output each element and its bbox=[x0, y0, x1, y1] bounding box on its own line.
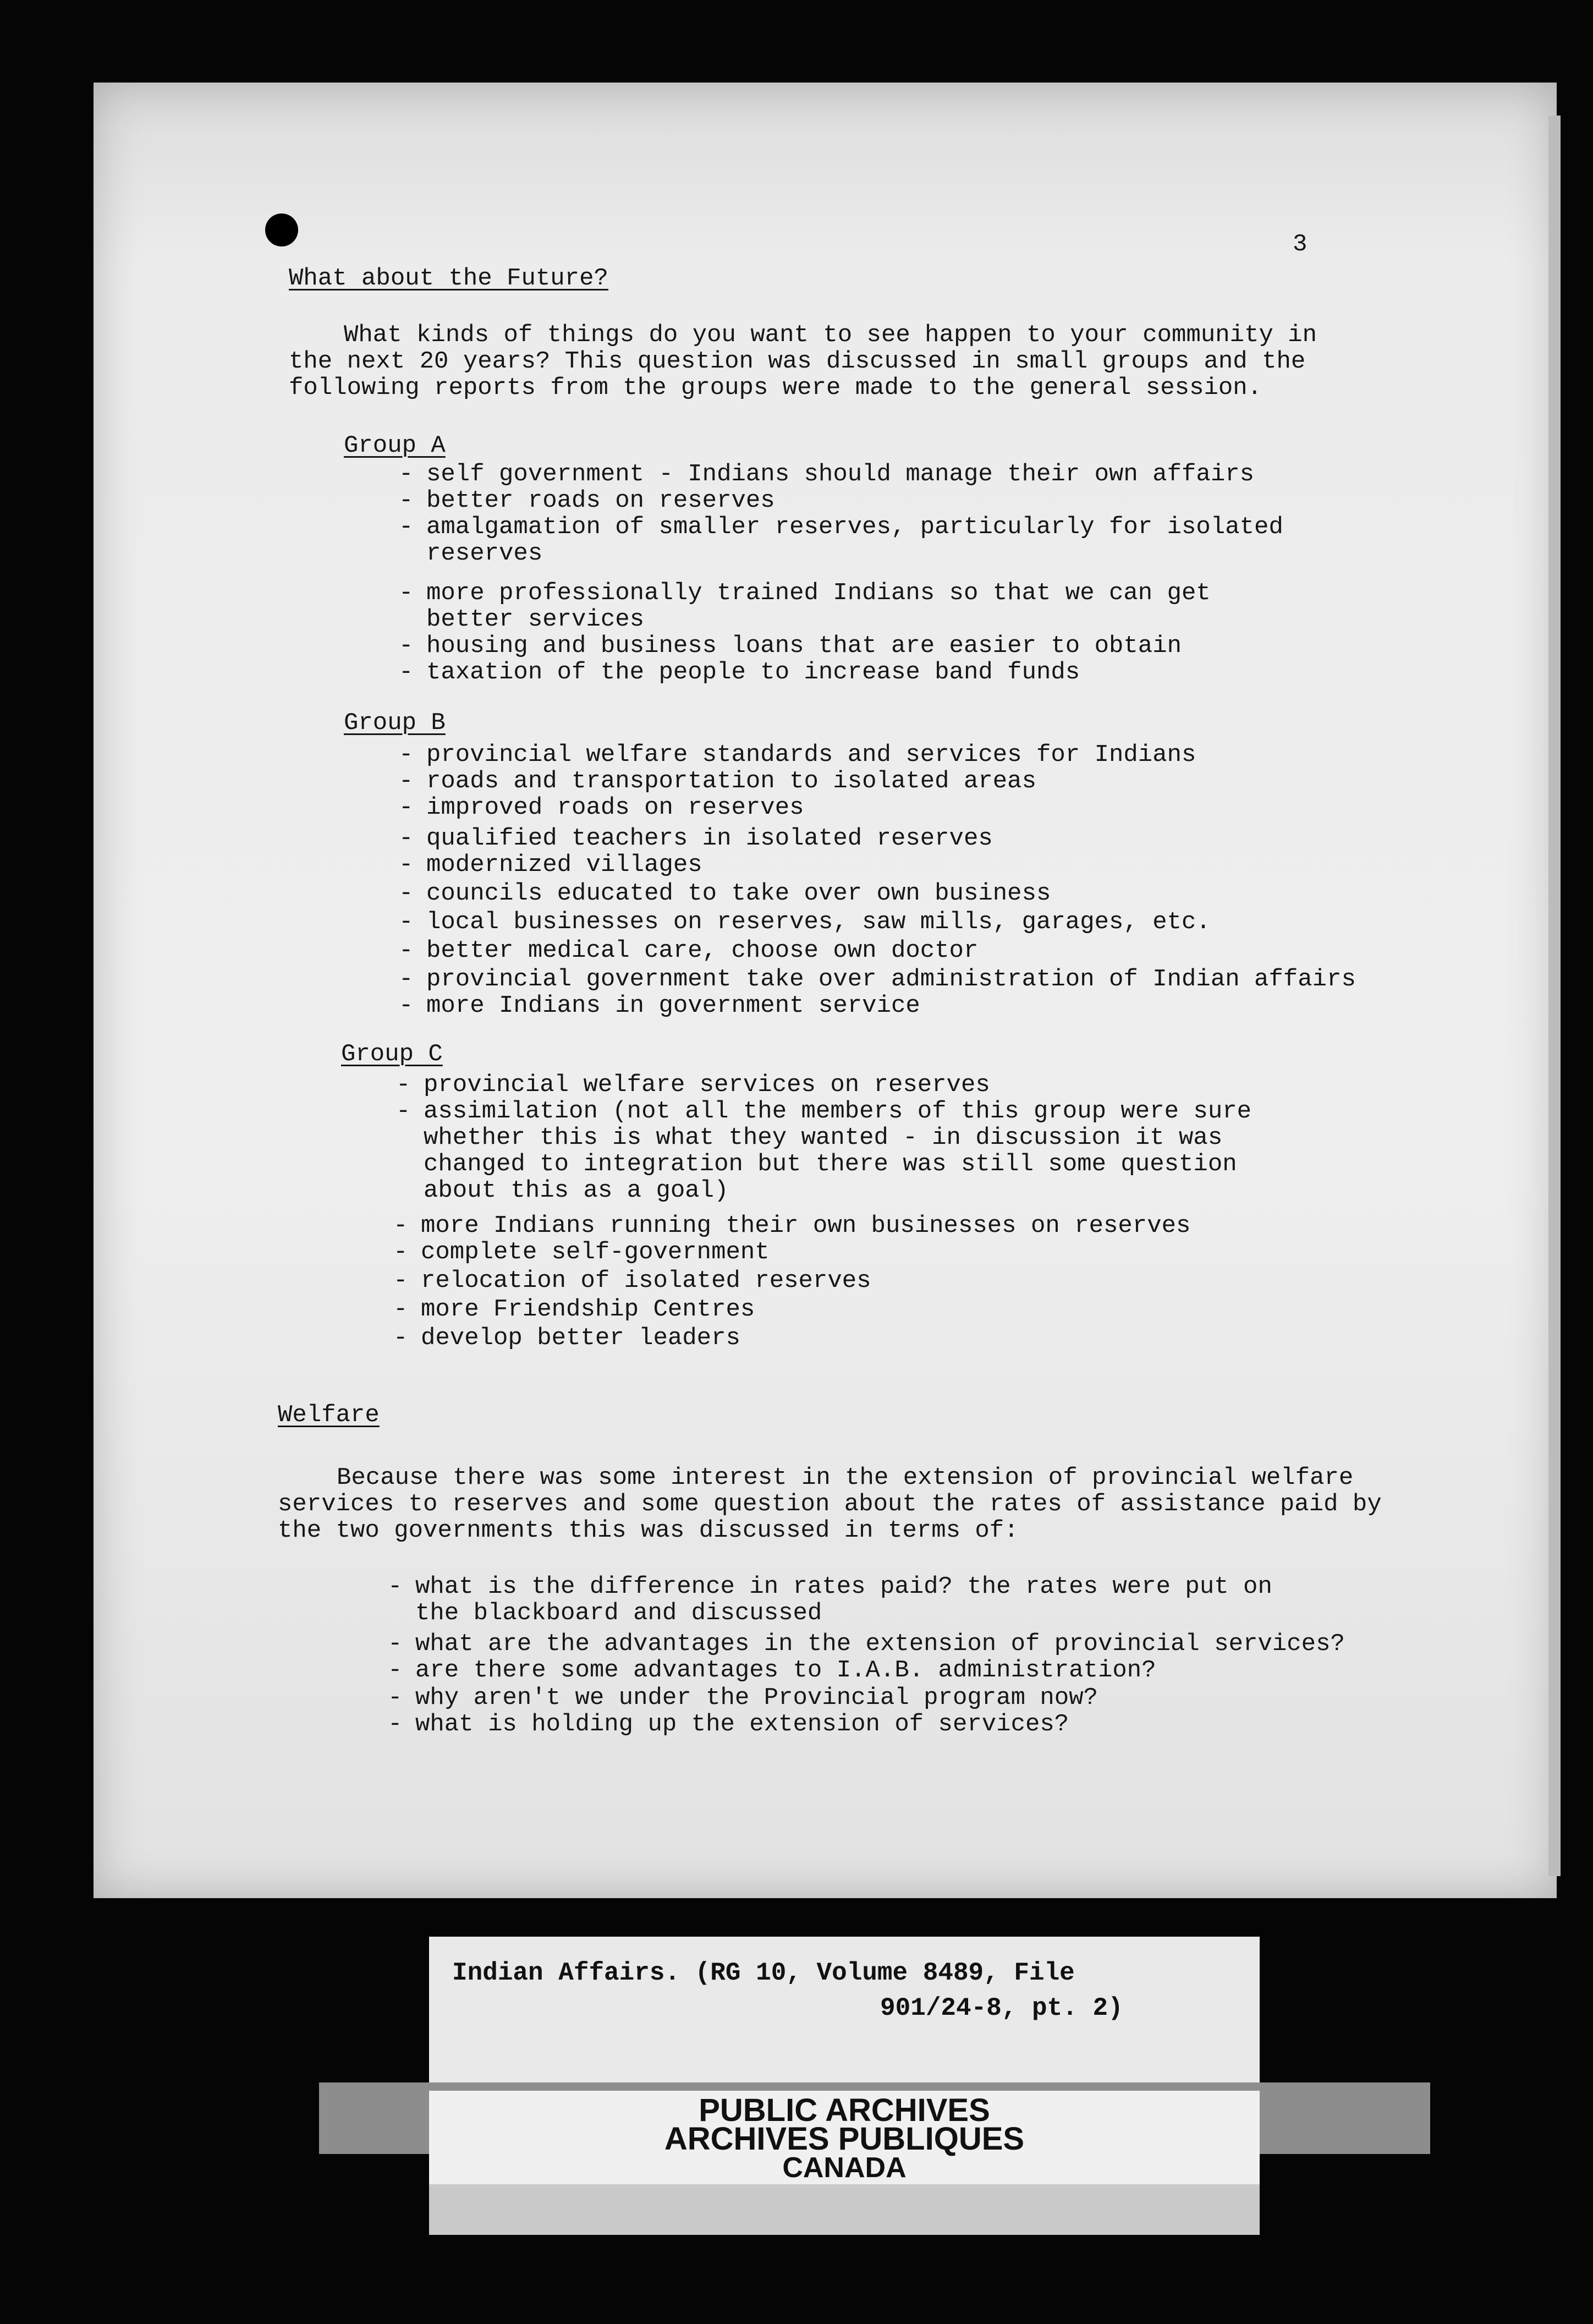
welfare-intro-line: services to reserves and some question about the rates of assistance paid by bbox=[278, 1490, 1382, 1518]
list-item: - councils educated to take over own business bbox=[399, 880, 1051, 907]
list-item: - more Indians in government service bbox=[399, 992, 920, 1020]
list-item: - what is the difference in rates paid? the rates were put on the blackboard and discussed bbox=[388, 1573, 1272, 1627]
page-edge bbox=[1548, 116, 1561, 1876]
list-item: - amalgamation of smaller reserves, particularly for isolated reserves bbox=[399, 513, 1283, 567]
list-item: - develop better leaders bbox=[393, 1324, 740, 1352]
list-item: - better roads on reserves bbox=[399, 487, 775, 514]
future-intro-line: the next 20 years? This question was discussed in small groups and the bbox=[289, 348, 1306, 375]
list-item: - complete self-government bbox=[393, 1238, 770, 1266]
future-heading: What about the Future? bbox=[289, 265, 608, 292]
list-item: - relocation of isolated reserves bbox=[393, 1267, 871, 1295]
list-item: - more Friendship Centres bbox=[393, 1296, 755, 1323]
punch-hole bbox=[265, 213, 298, 246]
future-intro-line: What kinds of things do you want to see happen to your community in bbox=[344, 321, 1317, 349]
group-a-heading: Group A bbox=[344, 432, 446, 459]
stamp-line: CANADA bbox=[782, 2152, 907, 2184]
list-item: - more Indians running their own businesses on reserves bbox=[393, 1212, 1191, 1240]
group-c-heading: Group C bbox=[341, 1040, 443, 1068]
archive-reference-label bbox=[429, 1937, 1260, 2091]
archive-stamp bbox=[429, 2091, 1260, 2184]
list-item: - taxation of the people to increase band funds bbox=[399, 659, 1080, 686]
archive-reference-line: Indian Affairs. (RG 10, Volume 8489, File bbox=[452, 1959, 1075, 1987]
list-item: - roads and transportation to isolated areas bbox=[399, 768, 1036, 795]
welfare-intro-line: the two governments this was discussed in terms of: bbox=[278, 1517, 1019, 1544]
welfare-heading: Welfare bbox=[278, 1401, 380, 1429]
list-item: - more professionally trained Indians so that we can get better services bbox=[399, 579, 1211, 633]
welfare-intro-line: Because there was some interest in the extension of provincial welfare bbox=[337, 1464, 1354, 1492]
list-item: - provincial welfare standards and services for Indians bbox=[399, 741, 1196, 769]
list-item: - local businesses on reserves, saw mills, garages, etc. bbox=[399, 908, 1211, 936]
list-item: - are there some advantages to I.A.B. administration? bbox=[388, 1657, 1156, 1684]
list-item: - improved roads on reserves bbox=[399, 794, 804, 821]
list-item: - modernized villages bbox=[399, 851, 702, 879]
list-item: - qualified teachers in isolated reserves bbox=[399, 825, 993, 852]
bottom-strip bbox=[429, 2184, 1260, 2235]
list-item: - what is holding up the extension of services? bbox=[388, 1711, 1069, 1738]
future-intro-line: following reports from the groups were made to the general session. bbox=[289, 374, 1262, 402]
list-item: - why aren't we under the Provincial program now? bbox=[388, 1684, 1098, 1712]
list-item: - provincial government take over administration of Indian affairs bbox=[399, 966, 1356, 993]
group-b-heading: Group B bbox=[344, 709, 446, 737]
list-item: - what are the advantages in the extension of provincial services? bbox=[388, 1630, 1345, 1658]
stamp-line: PUBLIC ARCHIVES bbox=[699, 2092, 990, 2128]
archive-reference-line: 901/24-8, pt. 2) bbox=[880, 1994, 1123, 2022]
list-item: - housing and business loans that are easier to obtain bbox=[399, 632, 1182, 660]
list-item: - better medical care, choose own doctor bbox=[399, 937, 979, 964]
list-item: - provincial welfare services on reserves bbox=[396, 1071, 990, 1099]
list-item: - self government - Indians should manage their own affairs bbox=[399, 461, 1255, 488]
list-item: - assimilation (not all the members of this group were sure whether this is what they wanted - in discussion it was changed to integration but there was still some question about this as a goal) bbox=[396, 1098, 1252, 1204]
stamp-line: ARCHIVES PUBLIQUES bbox=[664, 2121, 1025, 2157]
page-number: 3 bbox=[1293, 231, 1308, 258]
